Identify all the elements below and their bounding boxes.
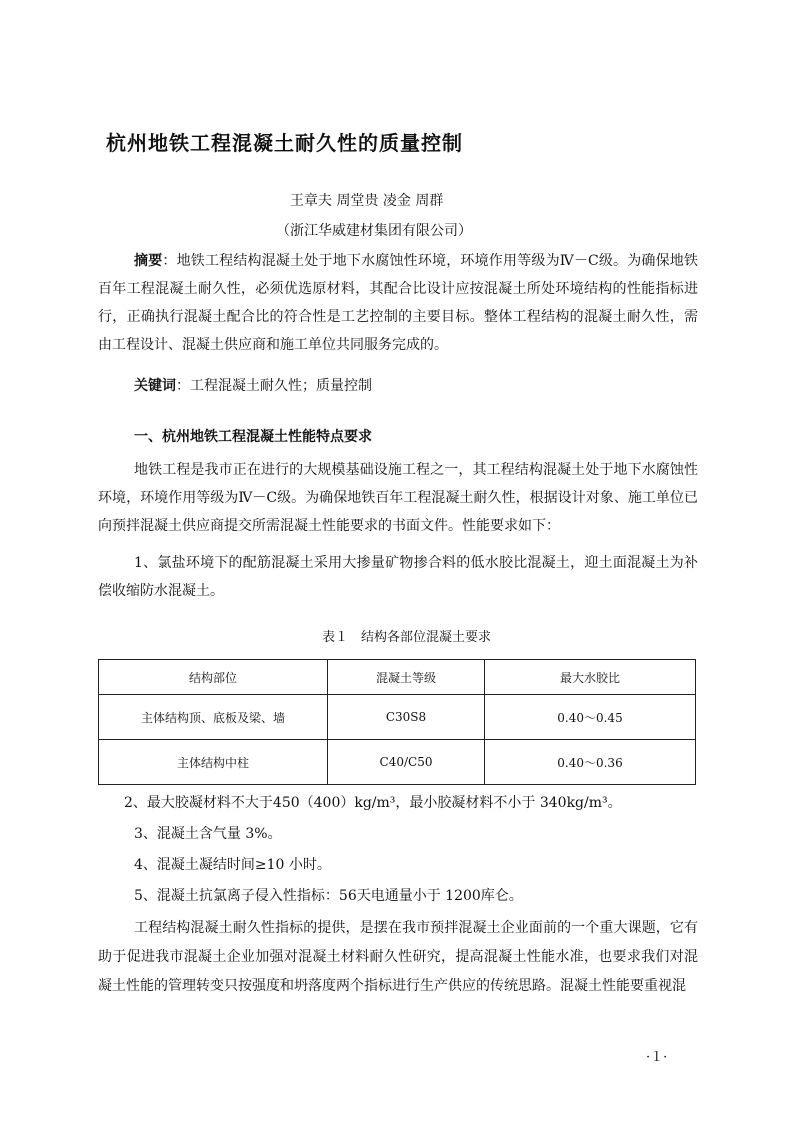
table-caption: 表１ 结构各部位混凝土要求: [322, 630, 492, 645]
closing-paragraph: 工程结构混凝土耐久性指标的提供，是摆在我市预拌混凝土企业面前的一个重大课题，它有助于促进我市混凝土企业加强对混凝土材料耐久性研究，提高混凝土性能水准，也要求我们对混凝土性能的管理转变只按强度和坍落度两个指标进行生产供应的传统思路。混凝土性能要重视混: [98, 920, 698, 994]
table-header-cell: 最大水胶比: [485, 660, 696, 695]
table-cell: 0.40～0.45: [485, 695, 696, 740]
keywords-label: 关键词: [134, 378, 176, 394]
section-heading: 一、杭州地铁工程混凝土性能特点要求: [134, 429, 372, 445]
list-item-2: 2、最大胶凝材料不大于450（400）kg/m³，最小胶凝材料不小于 340kg/m³。: [124, 795, 622, 811]
page-number: ·１·: [646, 1050, 668, 1065]
table-header-cell: 结构部位: [99, 660, 328, 695]
table-cell: C30S8: [328, 695, 485, 740]
table-header-cell: 混凝土等级: [328, 660, 485, 695]
list-item-4: 4、混凝土凝结时间≥10 小时。: [134, 857, 331, 873]
table-row: [99, 695, 696, 740]
table-cell: 主体结构顶、底板及梁、墙: [99, 695, 328, 740]
section-intro: 地铁工程是我市正在进行的大规模基础设施工程之一，其工程结构混凝土处于地下水腐蚀性环境，环境作用等级为Ⅳ－C级。为确保地铁百年工程混凝土耐久性，根据设计对象、施工单位已向预拌混凝土供应商提交所需混凝土性能要求的书面文件。性能要求如下：: [98, 462, 698, 534]
abstract-label: 摘要: [134, 253, 163, 269]
table-row: [99, 740, 696, 785]
list-item-1: 1、氯盐环境下的配筋混凝土采用大掺量矿物掺合料的低水胶比混凝土，迎土面混凝土为补偿收缩防水混凝土。: [98, 555, 698, 599]
requirements-table: [98, 659, 696, 785]
abstract-text: ：地铁工程结构混凝土处于地下水腐蚀性环境，环境作用等级为Ⅳ－C级。为确保地铁百年工程混凝土耐久性，必须优选原材料，其配合比设计应按混凝土所处环境结构的性能指标进行，正确执行混凝土配合比的符合性是工艺控制的主要目标。整体工程结构的混凝土耐久性，需由工程设计、混凝土供应商和施工单位共同服务完成的。: [98, 253, 698, 353]
affiliation: （浙江华威建材集团有限公司）: [276, 223, 472, 239]
list-item-3: 3、混凝土含气量 3%。: [134, 826, 282, 842]
table-cell: C40/C50: [328, 740, 485, 785]
table-header-row: [99, 660, 696, 695]
table-cell: 0.40～0.36: [485, 740, 696, 785]
document-title: 杭州地铁工程混凝土耐久性的质量控制: [106, 131, 463, 155]
table-cell: 主体结构中柱: [99, 740, 328, 785]
abstract-paragraph: [98, 247, 698, 359]
authors: 王章夫 周堂贵 凌金 周群: [290, 193, 444, 209]
keywords-paragraph: [98, 372, 698, 400]
list-item-5: 5、混凝土抗氯离子侵入性指标：56天电通量小于 1200库仑。: [134, 888, 523, 904]
keywords-text: ：工程混凝土耐久性；质量控制: [176, 378, 372, 394]
